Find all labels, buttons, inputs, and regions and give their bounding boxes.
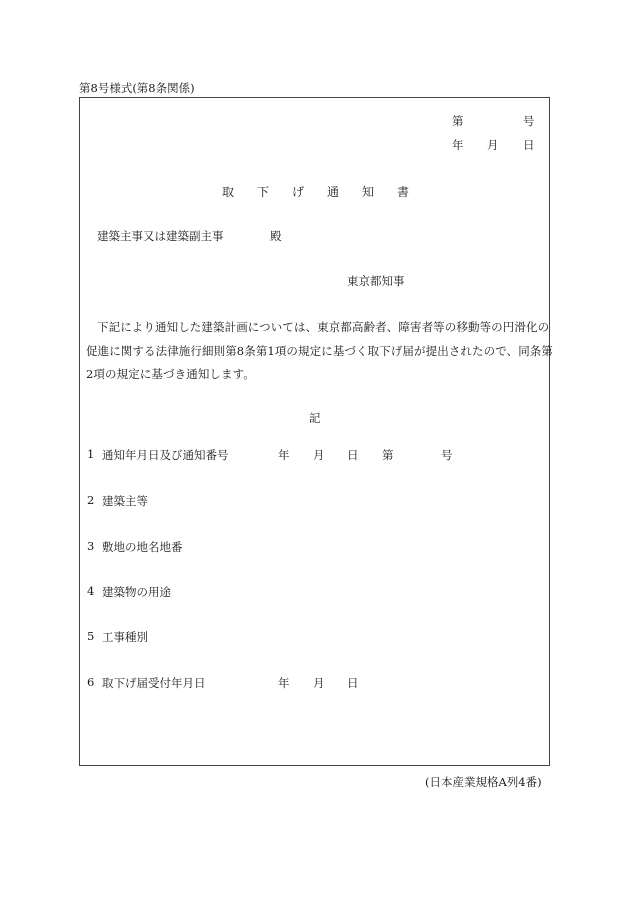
body-line: 2項の規定に基づき通知します。 (86, 367, 255, 381)
title-char: 通 (327, 185, 340, 199)
header-number-prefix: 第 (452, 114, 464, 128)
item-label: 敷地の地名地番 (102, 540, 183, 554)
item-number: 4 (87, 584, 95, 598)
header-date-year: 年 (452, 138, 464, 152)
header-number-suffix: 号 (523, 114, 535, 128)
header-date-day: 日 (523, 138, 535, 152)
item-label: 取下げ届受付年月日 (102, 676, 206, 690)
item1-number-prefix: 第 (382, 448, 394, 462)
title-char: 書 (397, 185, 410, 199)
item-label: 工事種別 (102, 630, 148, 644)
form-frame (79, 97, 550, 766)
body-line: 促進に関する法律施行細則第8条第1項の規定に基づく取下げ届が提出されたので、同条第 (86, 344, 553, 358)
item-number: 5 (87, 629, 95, 643)
item-label: 建築物の用途 (102, 585, 171, 599)
header-date-month: 月 (487, 138, 499, 152)
form-number-label: 第8号様式(第8条関係) (79, 81, 195, 95)
item-number: 2 (87, 493, 95, 507)
title-char: げ (292, 185, 305, 199)
addressee-name: 建築主事又は建築副主事 (97, 229, 224, 243)
item-number: 6 (87, 675, 95, 689)
title-char: 下 (257, 185, 270, 199)
item6-year: 年 (278, 676, 290, 690)
addressee-honorific: 殿 (270, 229, 282, 243)
item1-year: 年 (278, 448, 290, 462)
item-number: 3 (87, 539, 95, 553)
item1-day: 日 (347, 448, 359, 462)
paper-size-note: (日本産業規格A列4番) (425, 775, 542, 789)
title-char: 取 (222, 185, 235, 199)
issuer-name: 東京都知事 (347, 274, 405, 288)
item6-month: 月 (313, 676, 325, 690)
item1-month: 月 (313, 448, 325, 462)
item1-number-suffix: 号 (441, 448, 453, 462)
item6-day: 日 (347, 676, 359, 690)
item-label: 通知年月日及び通知番号 (102, 448, 229, 462)
body-line: 下記により通知した建築計画については、東京都高齢者、障害者等の移動等の円滑化の (97, 320, 550, 334)
item-label: 建築主等 (102, 494, 148, 508)
item-number: 1 (87, 447, 95, 461)
ki-heading: 記 (309, 411, 321, 425)
title-char: 知 (362, 185, 375, 199)
